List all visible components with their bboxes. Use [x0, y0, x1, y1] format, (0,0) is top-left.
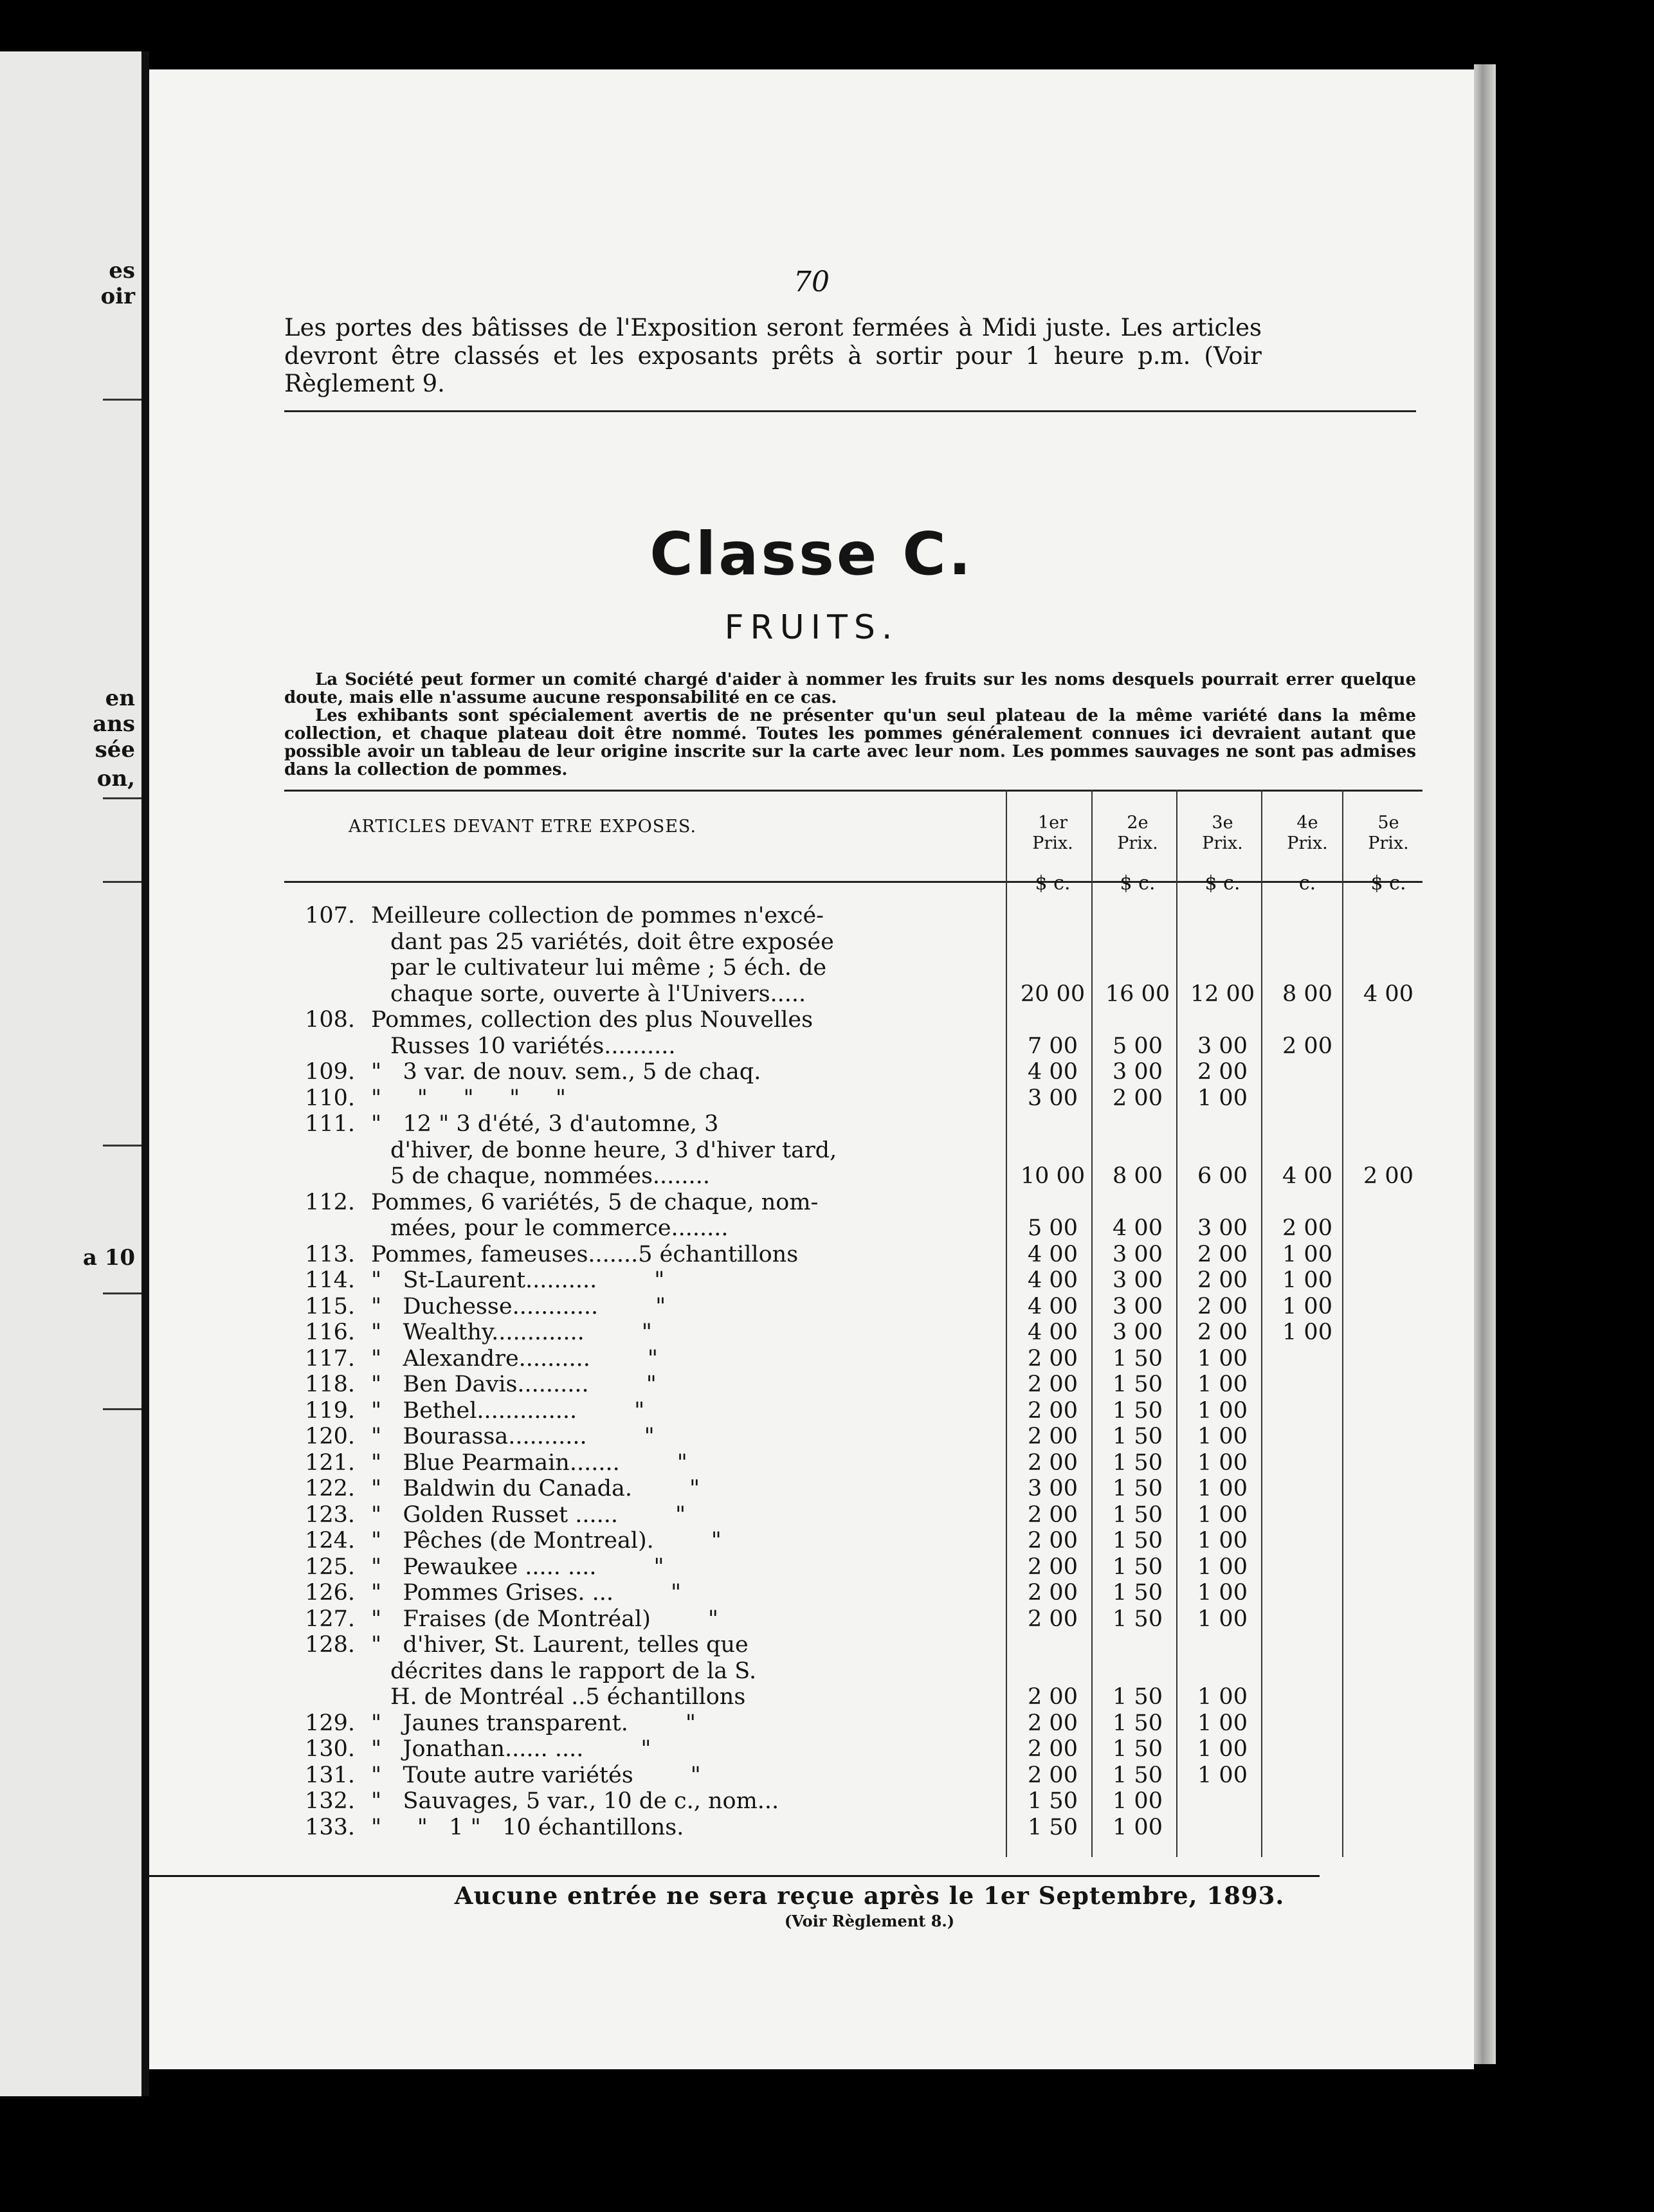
prize-amount: 1 00 [1197, 1554, 1248, 1580]
table-row [284, 1372, 1448, 1398]
table-row [284, 1450, 1448, 1476]
prize-amount: 2 00 [1028, 1606, 1078, 1632]
row-description: " d'hiver, St. Laurent, telles que [371, 1632, 749, 1658]
prize-amount: 1 50 [1028, 1788, 1078, 1814]
prize-word: Prix. [1117, 833, 1158, 854]
table-header-articles: ARTICLES DEVANT ETRE EXPOSES. [349, 817, 697, 837]
prize-table [284, 790, 1448, 1857]
prize-amount: 3 00 [1028, 1476, 1078, 1501]
prize-amount: 2 00 [1028, 1397, 1078, 1424]
row-description: chaque sorte, ouverte à l'Univers..... [390, 981, 806, 1007]
row-number: 116. [305, 1319, 355, 1345]
prize-amount: 2 00 [1197, 1267, 1248, 1293]
row-number: 108. [305, 1007, 355, 1033]
prize-amount: 2 00 [1282, 1215, 1332, 1241]
row-number: 127. [305, 1606, 355, 1632]
prize-amount: 4 00 [1028, 1319, 1078, 1345]
prize-amount: 2 00 [1028, 1580, 1078, 1606]
table-row [284, 1476, 1448, 1502]
row-description: " Fraises (de Montréal) " [371, 1606, 718, 1632]
facing-page-text: en [105, 685, 135, 711]
currency-unit: $ c. [1035, 872, 1071, 894]
prize-amount: 1 00 [1197, 1528, 1248, 1554]
prize-amount: 1 50 [1113, 1501, 1163, 1528]
facing-page-rule [103, 399, 141, 401]
facing-page-text: ans [93, 711, 135, 737]
prize-amount: 1 00 [1282, 1319, 1332, 1345]
page-number: 70 [794, 266, 830, 298]
prize-word: Prix. [1202, 833, 1243, 854]
table-row [284, 1267, 1448, 1294]
prize-amount: 2 00 [1282, 1033, 1332, 1059]
currency-unit: $ c. [1204, 872, 1240, 894]
table-row [284, 1632, 1448, 1710]
prize-amount: 1 50 [1113, 1684, 1163, 1710]
prize-amount: 1 50 [1113, 1449, 1163, 1476]
class-notes [284, 671, 1416, 779]
row-number: 122. [305, 1476, 355, 1501]
document-page [149, 69, 1474, 2069]
row-number: 120. [305, 1424, 355, 1449]
table-row [284, 1111, 1448, 1190]
prize-amount: 1 50 [1113, 1528, 1163, 1554]
table-row [284, 1424, 1448, 1450]
row-description: " Wealthy............. " [371, 1319, 652, 1345]
prize-amount: 1 50 [1113, 1372, 1163, 1397]
table-row [284, 1398, 1448, 1424]
prize-amount: 1 00 [1197, 1372, 1248, 1397]
prize-amount: 1 50 [1113, 1580, 1163, 1606]
prize-amount: 1 00 [1197, 1710, 1248, 1736]
prize-amount: 1 00 [1197, 1476, 1248, 1501]
row-description: par le cultivateur lui même ; 5 éch. de [390, 955, 827, 981]
row-description: " Pommes Grises. ... " [371, 1580, 682, 1606]
prize-amount: 2 00 [1363, 1163, 1413, 1189]
footer-notice: Aucune entrée ne sera reçue après le 1er Septembre, 1893. [454, 1881, 1285, 1910]
prize-word: Prix. [1368, 833, 1409, 854]
prize-rank: 4e [1296, 813, 1318, 833]
row-description: " Pewaukee ..... .... " [371, 1554, 664, 1580]
row-description: dant pas 25 variétés, doit être exposée [390, 929, 834, 955]
prize-amount: 4 00 [1028, 1293, 1078, 1319]
row-description: d'hiver, de bonne heure, 3 d'hiver tard, [390, 1137, 837, 1163]
row-description: mées, pour le commerce........ [390, 1215, 729, 1241]
prize-word: Prix. [1032, 833, 1073, 854]
table-row [284, 1190, 1448, 1242]
prize-amount: 1 50 [1113, 1710, 1163, 1736]
prize-amount: 2 00 [1028, 1554, 1078, 1580]
row-number: 119. [305, 1397, 355, 1424]
row-number: 110. [305, 1085, 355, 1111]
row-description: 5 de chaque, nommées........ [390, 1163, 710, 1189]
row-description: décrites dans le rapport de la S. [390, 1658, 757, 1684]
row-description: " Jonathan...... .... " [371, 1736, 651, 1762]
prize-amount: 2 00 [1028, 1449, 1078, 1476]
prize-amount: 4 00 [1282, 1163, 1332, 1189]
prize-amount: 4 00 [1028, 1241, 1078, 1267]
table-row [284, 1763, 1448, 1789]
prize-amount: 3 00 [1197, 1033, 1248, 1059]
prize-amount: 20 00 [1020, 981, 1086, 1007]
row-number: 109. [305, 1059, 355, 1085]
row-description: " 12 " 3 d'été, 3 d'automne, 3 [371, 1111, 719, 1137]
row-description: H. de Montréal ..5 échantillons [390, 1684, 746, 1710]
row-number: 114. [305, 1267, 355, 1293]
table-row [284, 903, 1448, 1007]
row-number: 118. [305, 1372, 355, 1397]
prize-amount: 1 50 [1113, 1397, 1163, 1424]
table-row [284, 1710, 1448, 1737]
facing-page-text: sée [95, 737, 135, 763]
row-description: " Ben Davis.......... " [371, 1372, 657, 1397]
row-number: 123. [305, 1501, 355, 1528]
prize-column-header [1011, 813, 1095, 855]
prize-amount: 1 00 [1197, 1501, 1248, 1528]
row-description: " Bethel.............. " [371, 1397, 645, 1424]
prize-amount: 4 00 [1028, 1267, 1078, 1293]
note-paragraph: Les exhibants sont spécialement avertis de ne présenter qu'un seul plateau de la même variété dans la même collection, et chaque plateau doit être nommé. Toutes les pommes généralement connues ici devraient autant que possible avoir un tableau de leur origine inscrite sur la carte avec leur nom. Les pommes sauvages ne sont pas admises dans la collection de pommes. [284, 706, 1416, 780]
prize-amount: 6 00 [1197, 1163, 1248, 1189]
currency-unit: $ c. [1370, 872, 1406, 894]
prize-amount: 1 00 [1197, 1762, 1248, 1788]
prize-amount: 1 00 [1197, 1449, 1248, 1476]
prize-amount: 1 00 [1282, 1293, 1332, 1319]
prize-amount: 3 00 [1113, 1293, 1163, 1319]
prize-amount: 3 00 [1113, 1241, 1163, 1267]
class-title: Classe C. [650, 520, 974, 588]
row-description: Russes 10 variétés.......... [390, 1033, 676, 1059]
row-description: " " " " " [371, 1085, 567, 1111]
table-row [284, 1788, 1448, 1815]
row-description: " Duchesse............ " [371, 1293, 666, 1319]
prize-amount: 7 00 [1028, 1033, 1078, 1059]
intro-divider [284, 410, 1416, 412]
facing-page-rule [103, 1145, 141, 1147]
row-description: " Bourassa........... " [371, 1424, 655, 1449]
currency-unit: c. [1298, 872, 1316, 894]
prize-amount: 1 50 [1113, 1554, 1163, 1580]
row-number: 121. [305, 1449, 355, 1476]
row-description: " Golden Russet ...... " [371, 1501, 686, 1528]
table-row [284, 1319, 1448, 1346]
prize-column-header [1347, 813, 1430, 855]
prize-amount: 2 00 [1197, 1241, 1248, 1267]
prize-amount: 1 00 [1282, 1241, 1332, 1267]
prize-rank: 1er [1037, 813, 1068, 833]
prize-amount: 1 50 [1113, 1424, 1163, 1449]
table-row [284, 1085, 1448, 1112]
prize-amount: 1 50 [1113, 1476, 1163, 1501]
table-row [284, 1580, 1448, 1606]
row-number: 115. [305, 1293, 355, 1319]
footer-reference: (Voir Règlement 8.) [784, 1912, 955, 1930]
prize-word: Prix. [1287, 833, 1328, 854]
table-row [284, 1502, 1448, 1528]
table-row [284, 1815, 1448, 1841]
prize-column-header [1096, 813, 1179, 855]
facing-page-text: on, [96, 766, 135, 792]
prize-amount: 3 00 [1028, 1085, 1078, 1111]
prize-column-header [1266, 813, 1349, 855]
table-row [284, 1007, 1448, 1059]
footer-rule [149, 1875, 1320, 1877]
prize-amount: 4 00 [1363, 981, 1413, 1007]
row-description: " Sauvages, 5 var., 10 de c., nom... [371, 1788, 779, 1814]
prize-amount: 3 00 [1113, 1319, 1163, 1345]
prize-amount: 1 00 [1197, 1345, 1248, 1372]
row-number: 133. [305, 1814, 355, 1840]
prize-amount: 3 00 [1113, 1267, 1163, 1293]
prize-amount: 4 00 [1028, 1059, 1078, 1085]
prize-amount: 3 00 [1113, 1059, 1163, 1085]
prize-amount: 8 00 [1113, 1163, 1163, 1189]
row-description: Pommes, 6 variétés, 5 de chaque, nom- [371, 1189, 819, 1215]
prize-amount: 1 50 [1113, 1606, 1163, 1632]
prize-amount: 1 00 [1282, 1267, 1332, 1293]
class-subtitle: FRUITS. [724, 608, 899, 647]
prize-amount: 1 00 [1197, 1085, 1248, 1111]
prize-rank: 3e [1212, 813, 1233, 833]
row-number: 128. [305, 1632, 355, 1658]
prize-amount: 1 50 [1028, 1814, 1078, 1840]
prize-amount: 3 00 [1197, 1215, 1248, 1241]
row-description: Pommes, fameuses.......5 échantillons [371, 1241, 799, 1267]
facing-page-text: a 10 [82, 1245, 135, 1271]
row-number: 124. [305, 1528, 355, 1554]
facing-page-fragment [0, 51, 141, 2096]
facing-page-rule [103, 1292, 141, 1294]
prize-amount: 1 00 [1113, 1788, 1163, 1814]
prize-amount: 2 00 [1197, 1293, 1248, 1319]
intro-text: Les portes des bâtisses de l'Exposition seront fermées à Midi juste. Les articles devront être classés et les exposants prêts à sortir pour 1 heure p.m. (Voir Règlement 9. [284, 314, 1262, 398]
row-number: 107. [305, 903, 355, 929]
prize-amount: 2 00 [1113, 1085, 1163, 1111]
row-description: Meilleure collection de pommes n'excé- [371, 903, 824, 929]
prize-amount: 12 00 [1190, 981, 1255, 1007]
prize-amount: 1 50 [1113, 1736, 1163, 1762]
note-paragraph: La Société peut former un comité chargé d'aider à nommer les fruits sur les noms desquels pourrait errer quelque doute, mais elle n'assume aucune responsabilité en ce cas. [284, 670, 1416, 708]
prize-amount: 1 00 [1113, 1814, 1163, 1840]
prize-amount: 1 00 [1197, 1684, 1248, 1710]
row-number: 130. [305, 1736, 355, 1762]
prize-amount: 1 50 [1113, 1345, 1163, 1372]
row-number: 112. [305, 1189, 355, 1215]
row-description: " Toute autre variétés " [371, 1762, 701, 1788]
row-number: 117. [305, 1345, 355, 1372]
table-row [284, 1606, 1448, 1633]
prize-amount: 5 00 [1113, 1033, 1163, 1059]
prize-amount: 5 00 [1028, 1215, 1078, 1241]
table-row [284, 1528, 1448, 1554]
book-gutter [141, 51, 149, 2096]
prize-amount: 2 00 [1028, 1684, 1078, 1710]
table-row [284, 1059, 1448, 1085]
row-description: " " 1 " 10 échantillons. [371, 1814, 684, 1840]
prize-amount: 2 00 [1197, 1059, 1248, 1085]
row-description: " St-Laurent.......... " [371, 1267, 665, 1293]
prize-amount: 2 00 [1028, 1528, 1078, 1554]
table-row [284, 1346, 1448, 1372]
prize-amount: 16 00 [1105, 981, 1170, 1007]
prize-amount: 2 00 [1028, 1736, 1078, 1762]
prize-amount: 1 00 [1197, 1736, 1248, 1762]
prize-amount: 1 00 [1197, 1580, 1248, 1606]
row-number: 111. [305, 1111, 355, 1137]
prize-amount: 4 00 [1113, 1215, 1163, 1241]
prize-amount: 2 00 [1028, 1762, 1078, 1788]
table-row [284, 1554, 1448, 1581]
table-row [284, 1294, 1448, 1320]
prize-amount: 2 00 [1028, 1345, 1078, 1372]
prize-amount: 2 00 [1028, 1372, 1078, 1397]
row-description: " Baldwin du Canada. " [371, 1476, 700, 1501]
row-number: 126. [305, 1580, 355, 1606]
prize-column-header [1181, 813, 1264, 855]
prize-rank: 5e [1377, 813, 1399, 833]
prize-amount: 10 00 [1020, 1163, 1086, 1189]
prize-amount: 1 00 [1197, 1424, 1248, 1449]
intro-paragraph [284, 314, 1262, 398]
prize-amount: 2 00 [1028, 1710, 1078, 1736]
row-description: " 3 var. de nouv. sem., 5 de chaq. [371, 1059, 761, 1085]
prize-amount: 2 00 [1028, 1424, 1078, 1449]
facing-page-rule [103, 1408, 141, 1410]
row-number: 132. [305, 1788, 355, 1814]
row-description: Pommes, collection des plus Nouvelles [371, 1007, 813, 1033]
row-number: 113. [305, 1241, 355, 1267]
facing-page-text: es [109, 258, 135, 284]
row-description: " Pêches (de Montreal). " [371, 1528, 722, 1554]
prize-rank: 2e [1127, 813, 1149, 833]
row-description: " Jaunes transparent. " [371, 1710, 696, 1736]
table-row [284, 1242, 1448, 1268]
prize-amount: 2 00 [1028, 1501, 1078, 1528]
prize-amount: 1 00 [1197, 1606, 1248, 1632]
facing-page-rule [103, 797, 141, 799]
facing-page-rule [103, 881, 141, 883]
page-edge [1474, 64, 1496, 2064]
prize-amount: 2 00 [1197, 1319, 1248, 1345]
row-number: 131. [305, 1762, 355, 1788]
table-top-rule [284, 790, 1422, 792]
row-number: 129. [305, 1710, 355, 1736]
currency-unit: $ c. [1120, 872, 1156, 894]
prize-amount: 8 00 [1282, 981, 1332, 1007]
row-description: " Alexandre.......... " [371, 1345, 659, 1372]
facing-page-text: oir [100, 284, 135, 309]
prize-amount: 1 00 [1197, 1397, 1248, 1424]
row-description: " Blue Pearmain....... " [371, 1449, 687, 1476]
prize-amount: 1 50 [1113, 1762, 1163, 1788]
table-row [284, 1736, 1448, 1763]
row-number: 125. [305, 1554, 355, 1580]
